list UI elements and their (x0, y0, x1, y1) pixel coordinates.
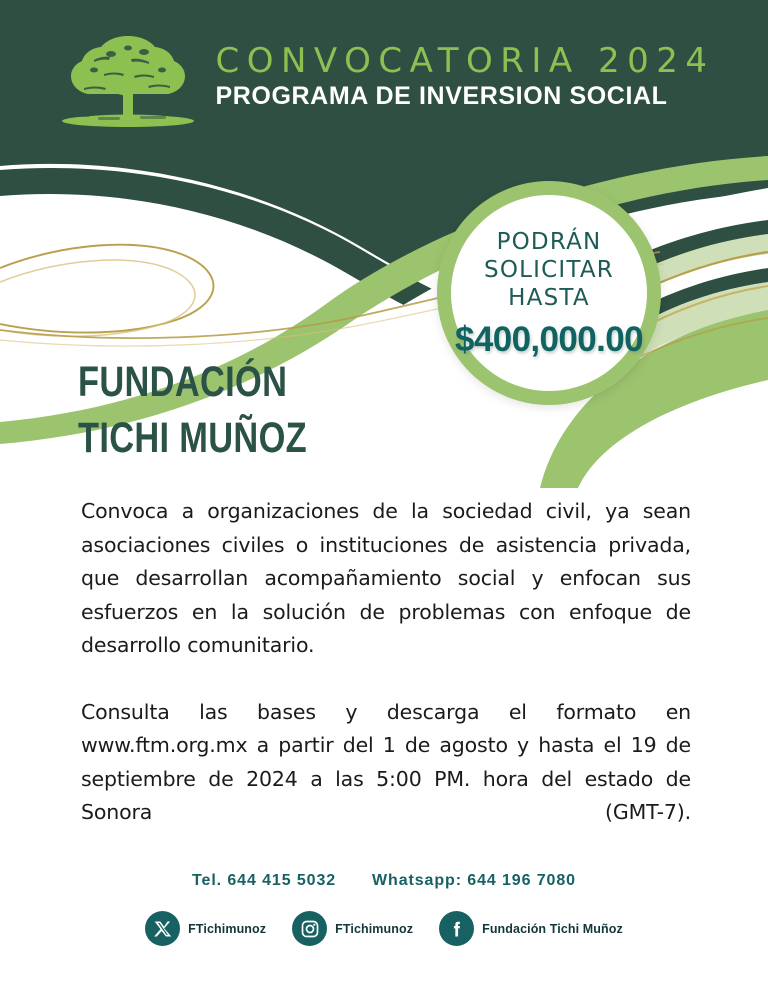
header-content (0, 0, 768, 150)
badge-amount: $400,000.00 (454, 320, 644, 360)
header-band (0, 0, 768, 150)
social-link-instagram[interactable] (292, 911, 413, 946)
badge-line-3: HASTA (508, 285, 590, 312)
amount-badge (437, 181, 661, 405)
header-titles (215, 41, 715, 110)
organization-name-line2: TICHI MUÑOZ (78, 413, 308, 462)
instagram-icon[interactable] (292, 911, 327, 946)
badge-line-1: PODRÁN (496, 228, 602, 255)
contact-phones (0, 872, 768, 890)
social-handle-facebook: Fundación Tichi Muñoz (482, 921, 623, 936)
facebook-icon[interactable] (439, 911, 474, 946)
paragraph-bases: Consulta las bases y descarga el formato en www.ftm.org.mx a partir del 1 de agosto y hasta el 19 de septiembre de 2024 a las 5:00 PM. hora del estado de Sonora (GMT-7). (81, 699, 691, 824)
social-handle-x: FTichimunoz (188, 921, 267, 936)
body-copy (81, 495, 691, 863)
social-links (0, 911, 768, 946)
social-link-facebook[interactable] (439, 911, 623, 946)
organization-name-line1: FUNDACIÓN (78, 358, 288, 406)
footer (0, 872, 768, 946)
whatsapp-number[interactable]: Whatsapp: 644 196 7080 (372, 872, 576, 889)
badge-line-2: SOLICITAR (484, 256, 614, 283)
organization-name (78, 355, 382, 467)
paragraph-convocatoria: Convoca a organizaciones de la sociedad civil, ya sean asociaciones civiles o instituciones de asistencia privada, que desarrollan acompañamiento social y enfocan sus esfuerzos en la solución de problemas con enfoque de desarrollo comunitario. (81, 499, 691, 657)
x-twitter-icon[interactable] (145, 911, 180, 946)
tree-logo-icon (54, 26, 202, 130)
social-link-x[interactable] (145, 911, 266, 946)
amount-badge-inner (451, 195, 647, 391)
phone-number[interactable]: Tel. 644 415 5032 (192, 872, 337, 889)
poster-title: CONVOCATORIA 2024 (215, 41, 715, 82)
poster-subtitle: PROGRAMA DE INVERSION SOCIAL (215, 81, 668, 110)
social-handle-instagram: FTichimunoz (335, 921, 414, 936)
